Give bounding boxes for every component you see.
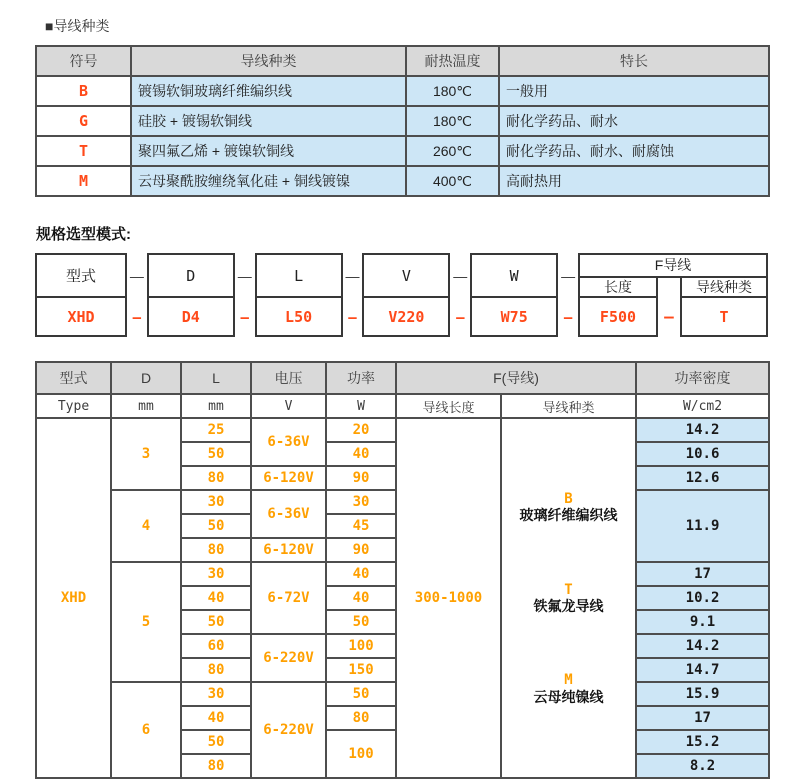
table-cell: 30 [326,490,396,514]
table-cell: 40 [181,586,251,610]
table-cell: 4 [111,490,181,562]
table-cell: 50 [326,682,396,706]
table-row [36,418,769,442]
table-cell: 11.9 [636,490,769,562]
table-cell: 100 [326,730,396,778]
column-subheader: 导线长度 [396,394,501,418]
table-cell: 40 [326,442,396,466]
table-cell: 17 [636,562,769,586]
column-subheader: V [251,394,326,418]
table-cell: 6-120V [251,538,326,562]
table-cell: 6-220V [251,634,326,682]
heat-temp-cell: 260℃ [406,136,499,166]
table-cell: 80 [326,706,396,730]
diagram-label: L [257,255,341,298]
diagram-label: W [472,255,556,298]
table-cell: 9.1 [636,610,769,634]
wire-kind-entry [502,672,635,704]
table-cell: 20 [326,418,396,442]
dash-bottom: — [348,309,357,326]
table-cell: 6-120V [251,466,326,490]
column-header: 电压 [251,362,326,394]
feature-cell: 耐化学药品、耐水 [499,106,769,136]
diagram-label: 型式 [37,255,125,298]
dash-bottom: — [132,309,142,326]
wire-type-table-body [36,76,769,196]
diagram-dash [235,253,255,337]
table-cell: 100 [326,634,396,658]
column-header: 特长 [499,46,769,76]
dash-top: — [237,267,252,284]
wire-code-cell: G [36,106,131,136]
table-cell: 6 [111,682,181,778]
diagram-label: D [149,255,233,298]
table-cell: 10.2 [636,586,769,610]
column-subheader: W [326,394,396,418]
table-cell: 40 [326,562,396,586]
dash-bottom: — [240,309,249,326]
dash-bottom: — [664,307,674,326]
diagram-dash [558,253,578,337]
column-subheader: W/cm2 [636,394,769,418]
wire-kind-entry [502,582,635,614]
column-header: 导线种类 [131,46,406,76]
diagram-label: V [364,255,448,298]
diagram-dash [450,253,470,337]
table-cell: 50 [326,610,396,634]
table-cell: 30 [181,490,251,514]
table-cell: 30 [181,562,251,586]
table-row [36,106,769,136]
diagram-unit-l [255,253,343,337]
table-cell: 50 [181,610,251,634]
wire-kind-code: M [564,672,573,689]
column-header: D [111,362,181,394]
table-cell: 8.2 [636,754,769,778]
spec-table-body [36,418,769,778]
diagram-f-sub-length: 长度 [578,276,658,298]
spec-table [35,361,770,779]
feature-cell: 一般用 [499,76,769,106]
table-cell: 17 [636,706,769,730]
diagram-value: XHD [67,307,95,326]
diagram-f-sub-kind: 导线种类 [680,276,768,298]
table-cell: 10.6 [636,442,769,466]
model-code-cell: XHD [36,418,111,778]
table-cell: 90 [326,466,396,490]
diagram-dash [127,253,147,337]
table-cell: 12.6 [636,466,769,490]
wire-name-cell: 云母聚酰胺缠绕氧化硅 + 铜线镀镍 [131,166,406,196]
wire-type-table-header [36,46,769,76]
table-row [36,166,769,196]
column-subheader: mm [181,394,251,418]
diagram-f-value-kind: T [680,296,768,337]
column-header: 符号 [36,46,131,76]
column-subheader: 导线种类 [501,394,636,418]
column-subheader: Type [36,394,111,418]
table-cell: 6-220V [251,682,326,778]
dash-top: — [129,267,144,284]
table-cell: 40 [181,706,251,730]
wire-kind-code: B [564,491,573,508]
dash-bottom: — [563,309,573,326]
heat-temp-cell: 180℃ [406,76,499,106]
section-title-spec-mode: 规格选型模式: [36,226,131,243]
table-cell: 40 [326,586,396,610]
diagram-dash [343,253,363,337]
table-cell: 15.2 [636,730,769,754]
column-header: 型式 [36,362,111,394]
wire-length-cell: 300-1000 [396,418,501,778]
column-header: L [181,362,251,394]
header-row [36,394,769,418]
diagram-unit-d [147,253,235,337]
table-cell: 30 [181,682,251,706]
table-row [36,136,769,166]
table-cell: 50 [181,730,251,754]
diagram-unit-f-wire [578,253,768,337]
heat-temp-cell: 400℃ [406,166,499,196]
diagram-f-value-length: F500 [578,296,658,337]
table-cell: 45 [326,514,396,538]
diagram-value: D4 [181,307,200,326]
dash-top: — [453,267,468,284]
diagram-value: V220 [388,307,425,326]
wire-type-table [35,45,770,197]
table-cell: 15.9 [636,682,769,706]
table-cell: 50 [181,514,251,538]
wire-kind-list [502,433,635,763]
diagram-f-gap [658,276,680,298]
table-row [36,76,769,106]
wire-code-cell: T [36,136,131,166]
feature-cell: 耐化学药品、耐水、耐腐蚀 [499,136,769,166]
table-cell: 14.7 [636,658,769,682]
table-cell: 80 [181,658,251,682]
heat-temp-cell: 180℃ [406,106,499,136]
dash-top: — [345,267,360,284]
wire-name-cell: 聚四氟乙烯 + 镀镍软铜线 [131,136,406,166]
column-header: 功率密度 [636,362,769,394]
wire-kind-name: 玻璃纤维编织线 [519,507,618,524]
table-cell: 50 [181,442,251,466]
table-cell: 14.2 [636,634,769,658]
table-cell: 80 [181,538,251,562]
table-cell: 25 [181,418,251,442]
wire-name-cell: 硅胶 + 镀锡软铜线 [131,106,406,136]
table-cell: 150 [326,658,396,682]
table-cell: 6-36V [251,418,326,466]
diagram-f-label: F导线 [578,253,768,278]
diagram-value: L50 [285,307,313,326]
column-header: F(导线) [396,362,636,394]
wire-kind-entry [502,491,635,523]
section-title-wire-types: ■导线种类 [45,18,110,34]
wire-kind-name: 铁氟龙导线 [533,598,604,614]
table-cell: 60 [181,634,251,658]
dash-bottom: — [456,309,465,326]
column-subheader: mm [111,394,181,418]
table-cell: 6-36V [251,490,326,538]
spec-selection-diagram [35,253,768,337]
wire-name-cell: 镀锡软铜玻璃纤维编织线 [131,76,406,106]
dash-top: — [561,267,576,284]
spec-table-header [36,362,769,418]
wire-kind-code: T [564,581,573,598]
table-cell: 3 [111,418,181,490]
wire-kind-name: 云母纯镍线 [533,688,604,705]
diagram-value: W75 [500,307,528,326]
diagram-unit-w [470,253,558,337]
wire-code-cell: M [36,166,131,196]
table-cell: 6-72V [251,562,326,634]
feature-cell: 高耐热用 [499,166,769,196]
column-header: 功率 [326,362,396,394]
table-cell: 14.2 [636,418,769,442]
column-header: 耐热温度 [406,46,499,76]
diagram-unit-v [362,253,450,337]
wire-code-cell: B [36,76,131,106]
diagram-unit-model [35,253,127,337]
table-cell: 80 [181,466,251,490]
table-cell: 5 [111,562,181,682]
header-row [36,362,769,394]
wire-kind-cell [501,418,636,778]
table-cell: 90 [326,538,396,562]
table-cell: 80 [181,754,251,778]
